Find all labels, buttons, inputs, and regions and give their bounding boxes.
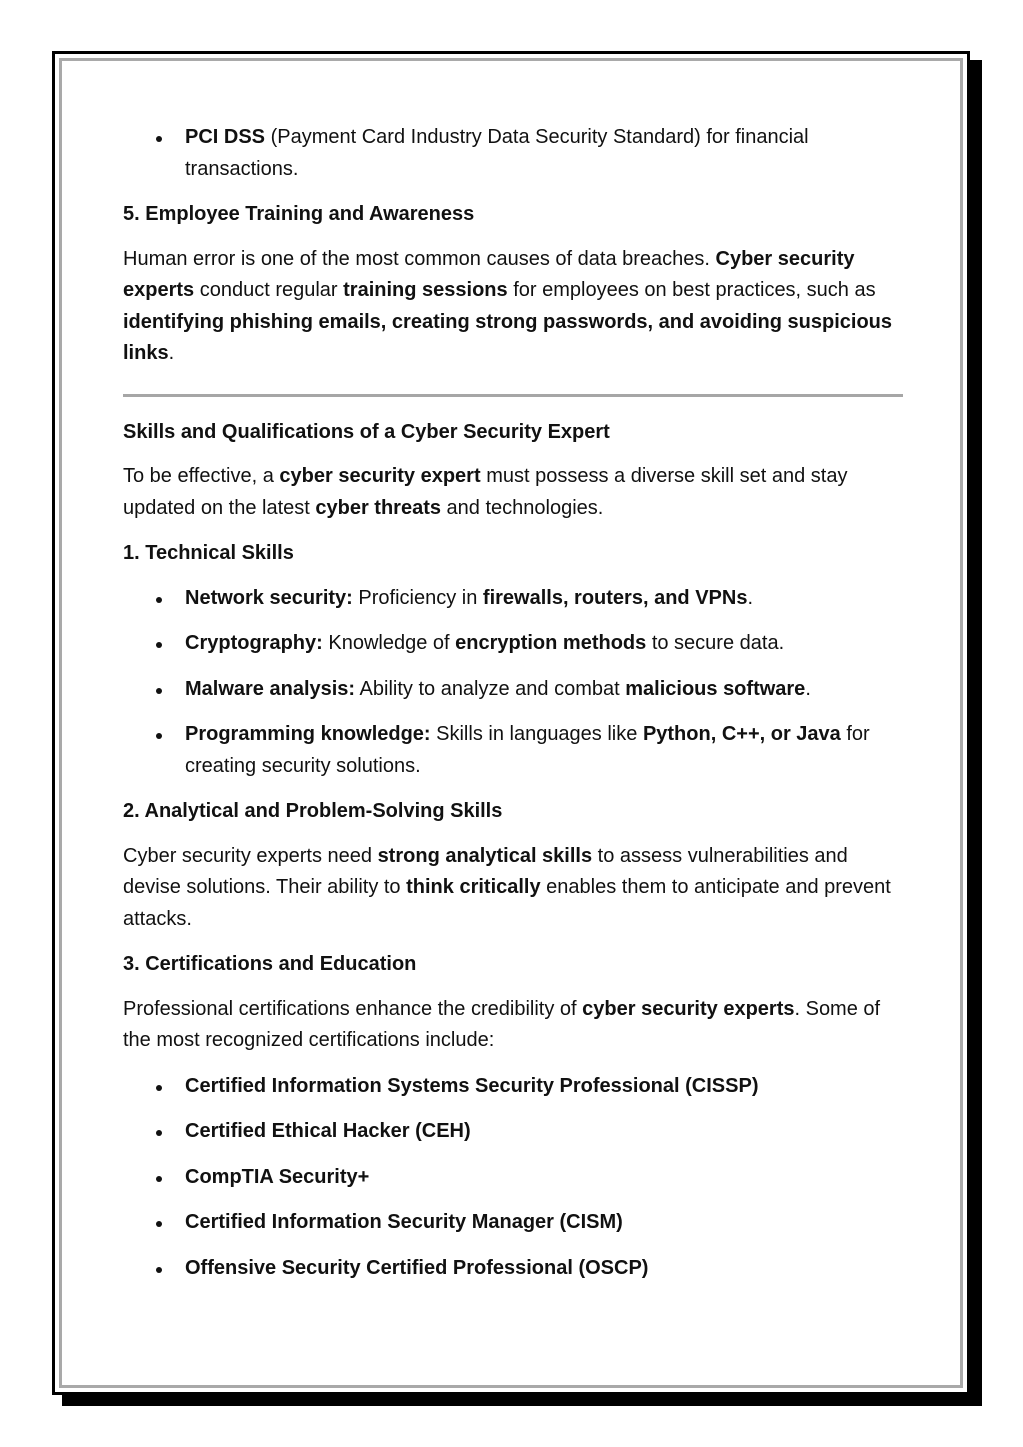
text: Cyber security experts need: [123, 844, 378, 867]
text: to assess vulnerabilities and devise solutions. Their ability to: [123, 844, 848, 898]
text: Knowledge of: [322, 632, 456, 654]
bold-term: identifying phishing emails, creating strong passwords, and avoiding suspicious links: [123, 310, 893, 364]
certification-name: Offensive Security Certified Professional (OSCP): [185, 1256, 649, 1279]
list-item: [185, 1253, 903, 1285]
item-text: (Payment Card Industry Data Security Standard) for financial transactions.: [185, 126, 809, 180]
bold-term: Network security:: [185, 586, 353, 609]
horizontal-divider: [123, 394, 903, 397]
bold-term: strong analytical skills: [377, 844, 593, 867]
text: . Some of the most recognized certifications include:: [123, 997, 881, 1051]
technical-skills-list: [123, 583, 903, 783]
text: and technologies.: [441, 496, 604, 519]
list-item: [185, 1207, 903, 1239]
bold-term: cyber threats: [315, 496, 441, 519]
document-content: [123, 122, 903, 1298]
text: conduct regular: [194, 279, 344, 301]
text: Human error is one of the most common causes of data breaches.: [123, 247, 716, 270]
certification-name: Certified Information Security Manager (CISM): [185, 1211, 623, 1233]
subheading-analytical-skills: 2. Analytical and Problem-Solving Skills: [123, 800, 503, 822]
section-heading-skills: Skills and Qualifications of a Cyber Security Expert: [123, 420, 610, 443]
paragraph-skills-intro: [123, 461, 903, 524]
bold-term: cyber security expert: [279, 465, 481, 487]
bold-term: Programming knowledge:: [185, 723, 431, 745]
text: Ability to analyze and combat: [355, 677, 626, 700]
bold-term: Python, C++, or Java: [642, 723, 841, 745]
certification-name: Certified Ethical Hacker (CEH): [185, 1120, 471, 1142]
text: .: [168, 342, 175, 364]
bold-term: PCI DSS: [185, 126, 266, 148]
list-item: [185, 719, 903, 782]
bold-term: encryption methods: [455, 632, 647, 654]
bold-term: Cyber security experts: [123, 247, 855, 301]
text: for employees on best practices, such as: [507, 279, 876, 301]
text: To be effective, a: [123, 465, 280, 487]
bold-term: malicious software: [625, 677, 806, 700]
list-item: [185, 1071, 903, 1103]
text: enables them to anticipate and prevent attacks.: [123, 876, 891, 930]
list-item: [185, 122, 903, 185]
list-item: [185, 674, 903, 706]
list-item: [185, 628, 903, 660]
paragraph-analytical-skills: [123, 841, 903, 936]
text: Skills in languages like: [430, 723, 643, 745]
list-item: [185, 1116, 903, 1148]
list-item: [185, 583, 903, 615]
certifications-list: [123, 1071, 903, 1285]
subheading-technical-skills: 1. Technical Skills: [123, 542, 294, 564]
text: Professional certifications enhance the credibility of: [123, 997, 583, 1020]
text: for creating security solutions.: [185, 723, 870, 777]
list-item: [185, 1162, 903, 1194]
bold-term: Malware analysis:: [185, 677, 356, 700]
section-heading-employee-training: 5. Employee Training and Awareness: [123, 203, 475, 225]
paragraph-certifications: [123, 994, 903, 1057]
text: to secure data.: [646, 632, 785, 654]
text: must possess a diverse skill set and stay updated on the latest: [123, 465, 848, 519]
intro-bullet-list: [123, 122, 903, 185]
subheading-certifications: 3. Certifications and Education: [123, 953, 417, 975]
bold-term: firewalls, routers, and VPNs: [482, 586, 748, 609]
bold-term: Cryptography:: [185, 632, 323, 654]
bold-term: think critically: [406, 876, 541, 898]
bold-term: cyber security experts: [582, 997, 795, 1020]
certification-name: Certified Information Systems Security Professional (CISSP): [185, 1074, 759, 1097]
text: .: [805, 677, 811, 700]
text: Proficiency in: [352, 586, 483, 609]
text: .: [747, 586, 753, 609]
certification-name: CompTIA Security+: [185, 1165, 370, 1188]
bold-term: training sessions: [343, 279, 508, 301]
paragraph-employee-training: [123, 244, 903, 370]
